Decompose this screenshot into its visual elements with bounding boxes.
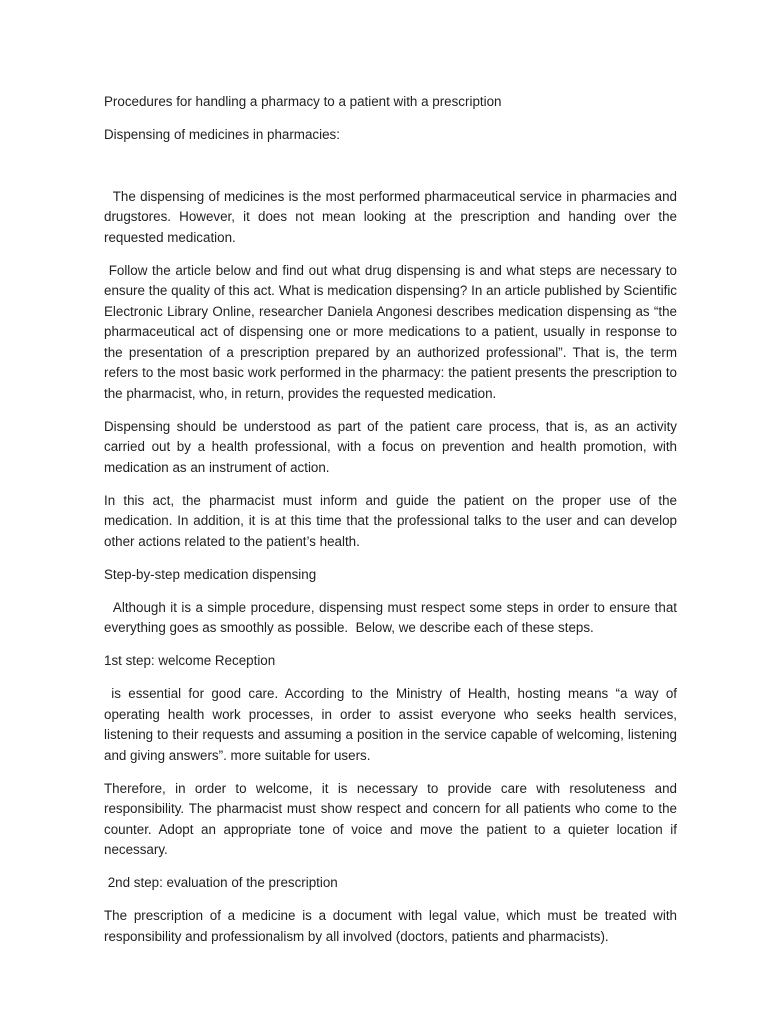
body-paragraph: The dispensing of medicines is the most performed pharmaceutical service in pharmacies and drugstores. However, it does not mean looking at the prescription and handing over the requested medication. <box>104 188 681 245</box>
step-by-step-heading: Step-by-step medication dispensing <box>104 566 317 582</box>
step2-paragraph: The prescription of a medicine is a document with legal value, which must be treated with responsibility and professionalism by all involved (doctors, patients and pharmacists). <box>104 908 681 944</box>
body-paragraph: Dispensing should be understood as part of the patient care process, that is, as an activity carried out by a health professional, with a focus on prevention and health promotion, with medication as an instrument of action. <box>104 418 681 475</box>
body-paragraph: In this act, the pharmacist must inform and guide the patient on the proper use of the medication. In addition, it is at this time that the professional talks to the user and can develop other actions related to the patient’s health. <box>104 492 681 549</box>
step1-paragraph: Therefore, in order to welcome, it is necessary to provide care with resoluteness and responsibility. The pharmacist must show respect and concern for all patients who come to the counter. Adopt an appropriate tone of voice and move the patient to a quieter location if necessary. <box>104 780 681 857</box>
body-paragraph: Follow the article below and find out what drug dispensing is and what steps are necessary to ensure the quality of this act. What is medication dispensing? In an article published by Scientific Electronic Library Online, researcher Daniela Angonesi describes medication dispensing as “the pharmaceutical act of dispensing one or more medications to a patient, usually in response to the presentation of a prescription prepared by an authorized professional”. That is, the term refers to the most basic work performed in the pharmacy: the patient presents the prescription to the pharmacist, who, in return, provides the requested medication. <box>104 262 681 401</box>
step2-heading: 2nd step: evaluation of the prescription <box>104 875 338 890</box>
step-intro-paragraph: Although it is a simple procedure, dispensing must respect some steps in order to ensure that everything goes as smoothly as possible. Below, we describe each of these steps. <box>104 599 681 635</box>
document-title: Procedures for handling a pharmacy to a patient with a prescription <box>104 94 502 109</box>
document-body <box>104 92 681 960</box>
section-title: Dispensing of medicines in pharmacies: <box>104 127 340 142</box>
step1-paragraph: is essential for good care. According to the Ministry of Health, hosting means “a way of operating health work processes, in order to assist everyone who seeks health services, listening to their requests and assuming a position in the service capable of welcoming, listening and giving answers”. more suitable for users. <box>104 686 681 763</box>
step1-heading: 1st step: welcome Reception <box>104 653 276 668</box>
